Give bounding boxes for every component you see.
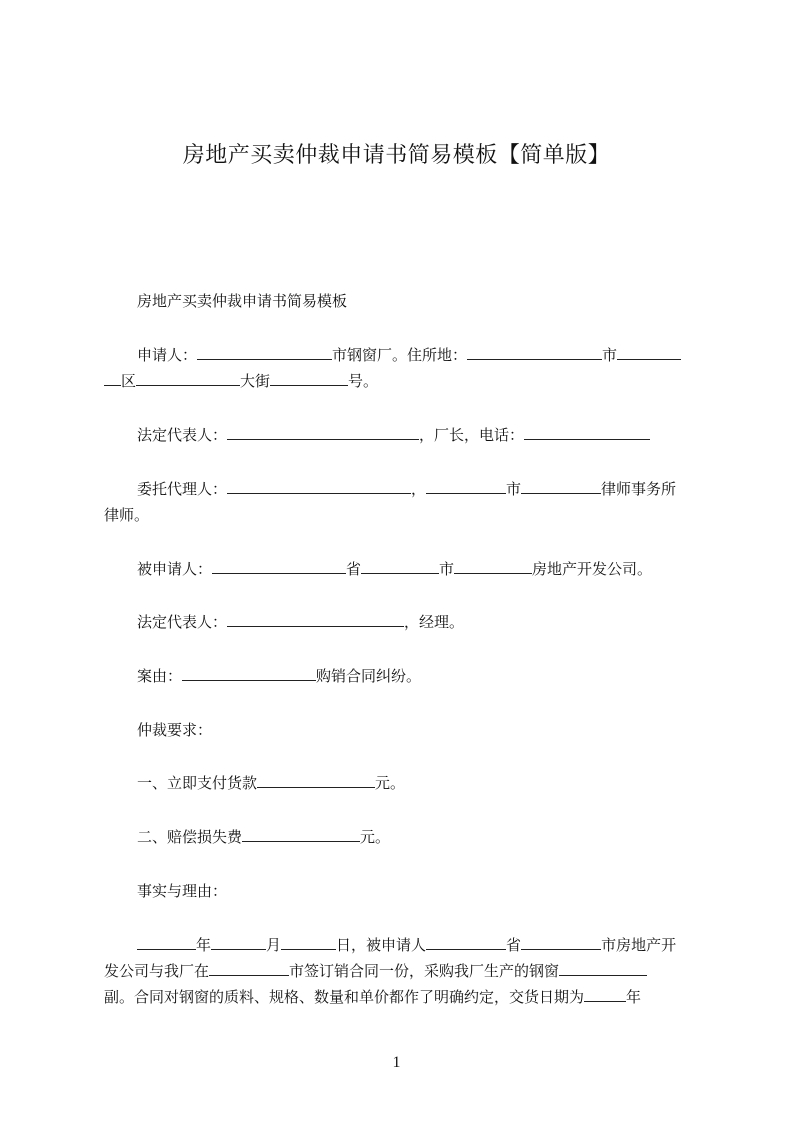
case-text: 购销合同纠纷。: [316, 667, 422, 685]
facts-month: 月: [266, 936, 282, 954]
claim-prefix: 一、立即支付货款: [137, 774, 258, 792]
facts-line-2-mid: 市签订销合同一份，采购我厂生产的钢窗: [289, 962, 560, 980]
agent-firm: 律师事务所: [601, 480, 677, 498]
case-blank: [182, 664, 316, 681]
legal-rep-role: ，厂长，电话：: [419, 426, 525, 444]
contract-city-blank: [209, 959, 289, 976]
legal-rep-2-blank: [227, 610, 404, 627]
respondent-province: 省: [346, 560, 362, 578]
applicant-city-suffix: 市钢窗厂。住所地：: [332, 346, 468, 364]
agent-title: 律师。: [104, 506, 150, 524]
legal-rep-line-1: [137, 423, 650, 447]
agent-comma: ，: [411, 480, 427, 498]
facts-city-blank: [521, 933, 601, 950]
respondent-name-blank: [212, 557, 346, 574]
legal-rep-2-role: ，经理。: [404, 613, 465, 631]
city-blank: [617, 343, 681, 360]
applicant-line-2: [104, 369, 378, 393]
claim-suffix: 元。: [360, 828, 391, 846]
applicant-line-1: [137, 343, 681, 367]
facts-line-1: [137, 933, 676, 957]
respondent-city: 市: [439, 560, 455, 578]
page-number: 1: [392, 1054, 401, 1071]
agent-line-2: [104, 503, 149, 527]
day-blank: [281, 933, 336, 950]
applicant-street: 大街: [240, 372, 271, 390]
respondent-line: [137, 557, 652, 581]
respondent-label: 被申请人：: [137, 560, 213, 578]
year-blank: [137, 933, 196, 950]
claim-item: [137, 771, 405, 795]
legal-rep-blank: [227, 423, 419, 440]
applicant-district: 区: [121, 372, 137, 390]
legal-rep-line-2: [137, 610, 464, 634]
respondent-province-blank: [361, 557, 439, 574]
applicant-city: 市: [602, 346, 618, 364]
agent-line-1: [137, 477, 676, 501]
facts-heading: 事实与理由：: [137, 882, 228, 900]
claim-suffix: 元。: [375, 774, 406, 792]
legal-rep-2-label: 法定代表人：: [137, 613, 228, 631]
facts-city-company: 市房地产开: [601, 936, 677, 954]
case-label: 案由：: [137, 667, 183, 685]
window-quantity-blank: [559, 959, 647, 976]
applicant-name-blank: [197, 343, 332, 360]
street-blank: [136, 369, 240, 386]
agent-label: 委托代理人：: [137, 480, 228, 498]
delivery-year-blank: [584, 985, 626, 1002]
facts-line-3-start: 副。合同对钢窗的质料、规格、数量和单价都作了明确约定，交货日期为: [104, 988, 585, 1006]
facts-line-2-start: 发公司与我厂在: [104, 962, 210, 980]
agent-city-blank: [426, 477, 506, 494]
facts-province-blank: [426, 933, 506, 950]
applicant-label: 申请人：: [137, 346, 198, 364]
respondent-city-blank: [454, 557, 532, 574]
facts-line-3-year: 年: [626, 988, 642, 1006]
claims-heading: 仲裁要求：: [137, 721, 213, 739]
document-subtitle: 房地产买卖仲裁申请书简易模板: [137, 292, 348, 310]
address-blank: [467, 343, 602, 360]
number-blank: [270, 369, 348, 386]
facts-province: 省: [506, 936, 522, 954]
facts-line-3: [104, 985, 641, 1009]
phone-blank: [524, 423, 650, 440]
damages-amount-blank: [242, 825, 360, 842]
agent-city: 市: [506, 480, 522, 498]
respondent-company: 房地产开发公司。: [532, 560, 653, 578]
facts-day-text: 日，被申请人: [336, 936, 427, 954]
legal-rep-label: 法定代表人：: [137, 426, 228, 444]
payment-amount-blank: [257, 771, 375, 788]
claim-item: [137, 825, 390, 849]
case-line: [137, 664, 421, 688]
facts-year: 年: [196, 936, 212, 954]
district-blank: [104, 369, 121, 386]
month-blank: [211, 933, 266, 950]
agent-name-blank: [227, 477, 411, 494]
claim-prefix: 二、赔偿损失费: [137, 828, 243, 846]
facts-line-2: [104, 959, 647, 983]
applicant-number: 号。: [348, 372, 379, 390]
law-firm-blank: [521, 477, 601, 494]
document-title: 房地产买卖仲裁申请书简易模板【简单版】: [182, 143, 611, 168]
